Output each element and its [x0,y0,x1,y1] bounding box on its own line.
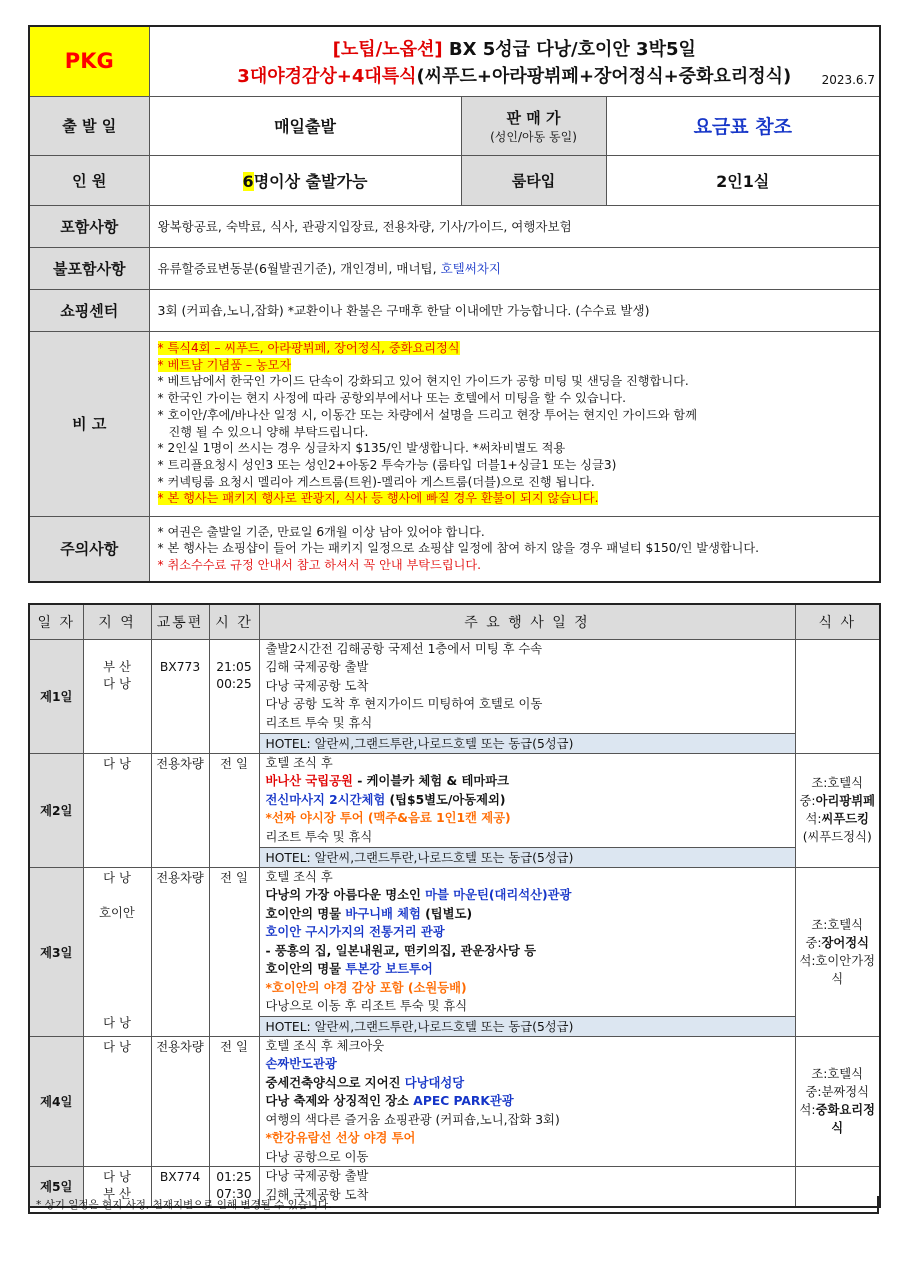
col-transport: 교통편 [151,604,209,639]
excluded-text: 유류할증료변동분(6월발권기준), 개인경비, 매너팁, [157,261,441,276]
remark-item: * 2인실 1명이 쓰시는 경우 싱글차지 $135/인 발생합니다. *써차비별도 적용 [157,441,566,456]
itinerary-footnote: * 상기 일정은 현지 사정, 천재지변으로 인해 변경될 수 있습니다. [28,1196,879,1214]
day4-transport: 전용차량 [151,1036,209,1167]
col-day: 일 자 [29,604,83,639]
caution-item: * 본 행사는 쇼핑샵이 들어 가는 패키지 일정으로 쇼핑샵 일정에 참여 하지 않을 경우 패널티 $150/인 발생합니다. [157,541,760,556]
col-time: 시 간 [209,604,259,639]
people-value [149,155,461,205]
day4-row [29,1036,880,1167]
day5-schedule: 다낭 국제공항 출발 김해 국제공항 도착 [259,1167,795,1207]
excluded-hotel-surcharge: 호텔써차지 [440,261,501,276]
day1-transport: BX773 [151,639,209,753]
remark-item: * 트리플요청시 성인3 또는 성인2+아동2 투숙가능 (룸타입 더블1+싱글1 또는 싱글3) [157,457,617,472]
excluded-label: 불포함사항 [29,247,149,289]
day2-transport: 전용차량 [151,753,209,867]
remark-item: * 호이안/후에/바나산 일정 시, 이동간 또는 차량에서 설명을 드리고 현장 투어는 현지인 가이드와 함께 [157,407,697,422]
remark-item: 진행 될 수 있으니 양해 부탁드립니다. [168,424,369,439]
shopping-value: 3회 (커피숍,노니,잡화) *교환이나 환불은 구매후 한달 이내에만 가능합니다. (수수료 발생) [149,289,880,331]
caution-label: 주의사항 [29,516,149,582]
day3-time: 전 일 [209,867,259,1036]
remark-item: * 본 행사는 패키지 행사로 관광지, 식사 등 행사에 빠질 경우 환불이 되지 않습니다. [157,491,599,506]
shopping-label: 쇼핑센터 [29,289,149,331]
package-title [149,26,880,96]
departure-label: 출 발 일 [29,96,149,155]
title-line1: BX 5성급 다낭/호이안 3박5일 [442,38,696,60]
day2-row [29,753,880,847]
excluded-value [149,247,880,289]
day2-meal: 조:호텔식 중:아리팡뷔페 석:씨푸드킹 (씨푸드정식) [795,753,880,867]
col-meal: 식 사 [795,604,880,639]
included-label: 포함사항 [29,205,149,247]
included-value: 왕복항공료, 숙박료, 식사, 관광지입장료, 전용차량, 기사/가이드, 여행자보험 [149,205,880,247]
day5-region: 다 낭 부 산 [83,1167,151,1207]
title-line2: (씨푸드+아라팡뷔페+장어정식+중화요리정식) [416,65,792,87]
day1-schedule: 출발2시간전 김해공항 국제선 1층에서 미팅 후 수속 김해 국제공항 출발 다낭 국제공항 도착 다낭 공항 도착 후 현지가이드 미팅하여 호텔로 이동 리조트 투숙 및 휴식 [259,639,795,733]
remark-item: * 베트남 기념품 – 농모자 [157,357,292,372]
day4-region: 다 낭 [83,1036,151,1167]
day3-transport: 전용차량 [151,867,209,1036]
room-value: 2인1실 [606,155,880,205]
remark-item: * 특식4회 – 씨푸드, 아라팡뷔페, 장어정식, 중화요리정식 [157,340,460,355]
day3-hotel: HOTEL: 알란씨,그랜드투란,나로드호텔 또는 동급(5성급) [259,1016,795,1036]
remarks-list [149,331,880,516]
day4-schedule: 호텔 조식 후 체크아웃 손짜반도관광 중세건축양식으로 지어진 다낭대성당 다낭 축제와 상징적인 장소 APEC PARK관광 여행의 색다른 즐거움 쇼핑관광 (커피숍,노니,잡화 3회) *한강유람선 선상 야경 투어 다낭 공항으로 이동 [259,1036,795,1167]
title-highlight: 3대야경감상+4대특식 [237,65,417,87]
day2-region: 다 낭 [83,753,151,867]
day3-meal: 조:호텔식 중:장어정식 석:호이안가정식 [795,867,880,1036]
day2-label: 제2일 [29,753,83,867]
people-count: 6 [242,171,254,191]
day1-label: 제1일 [29,639,83,753]
day4-time: 전 일 [209,1036,259,1167]
day3-label: 제3일 [29,867,83,1036]
price-label [461,96,606,155]
price-value: 요금표 참조 [606,96,880,155]
remark-item: * 베트남에서 한국인 가이드 단속이 강화되고 있어 현지인 가이드가 공항 미팅 및 샌딩을 진행합니다. [157,374,689,389]
col-schedule: 주 요 행 사 일 정 [259,604,795,639]
caution-list [149,516,880,582]
room-label: 룸타입 [461,155,606,205]
pkg-badge: PKG [29,26,149,96]
day2-hotel: HOTEL: 알란씨,그랜드투란,나로드호텔 또는 동급(5성급) [259,847,795,867]
day1-row [29,639,880,733]
people-label: 인 원 [29,155,149,205]
day5-time: 01:25 07:30 [209,1167,259,1207]
remark-item: * 커넥팅룸 요청시 멜리아 게스트룸(트윈)-멜리아 게스트룸(더블)으로 진행 됩니다. [157,474,595,489]
day3-schedule: 호텔 조식 후 다낭의 가장 아름다운 명소인 마블 마운틴(대리석산)관광 호이안의 명물 바구니배 체험 (팁별도) 호이안 구시가지의 전통거리 관광 - 풍흥의 집, 일본내원교, 떤키의집, 관운장사당 등 호이안의 명물 투본강 보트투어 *호이안의 야경 감상 포함 (소원등배) 다낭으로 이동 후 리조트 투숙 및 휴식 [259,867,795,1016]
departure-value: 매일출발 [149,96,461,155]
day1-time: 21:05 00:25 [209,639,259,753]
day1-region: 부 산 다 낭 [83,639,151,753]
people-text: 명이상 출발가능 [253,171,368,191]
day1-meal [795,639,880,753]
title-tag: [노팁/노옵션] [332,38,443,60]
day4-meal: 조:호텔식 중:분짜정식 석:중화요리정식 [795,1036,880,1167]
day5-transport: BX774 [151,1167,209,1207]
day2-schedule: 호텔 조식 후 바나산 국립공원 - 케이블카 체험 & 테마파크 전신마사지 2시간체험 (팁$5별도/아동제외) *선짜 야시장 투어 (맥주&음료 1인1캔 제공) 리조트 투숙 및 휴식 [259,753,795,847]
caution-item: * 여권은 출발일 기준, 만료일 6개월 이상 남아 있어야 합니다. [157,524,485,539]
itinerary-table [28,603,881,1208]
day4-label: 제4일 [29,1036,83,1167]
price-sub: (성인/아동 동일) [490,129,577,144]
price-label-text: 판 매 가 [506,108,561,127]
day3-row [29,867,880,1016]
day3-region: 다 낭 호이안 다 낭 [83,867,151,1036]
remarks-label: 비 고 [29,331,149,516]
package-info-table [28,25,881,583]
remark-item: * 한국인 가이는 현지 사정에 따라 공항외부에서나 또는 호텔에서 미팅을 할 수 있습니다. [157,391,627,406]
document-date: 2023.6.7 [821,72,876,87]
col-region: 지 역 [83,604,151,639]
itinerary-header-row [29,604,880,639]
day5-label: 제5일 [29,1167,83,1207]
day1-hotel: HOTEL: 알란씨,그랜드투란,나로드호텔 또는 동급(5성급) [259,733,795,753]
caution-item: * 취소수수료 규정 안내서 참고 하셔서 꼭 안내 부탁드립니다. [157,558,482,573]
day2-time: 전 일 [209,753,259,867]
